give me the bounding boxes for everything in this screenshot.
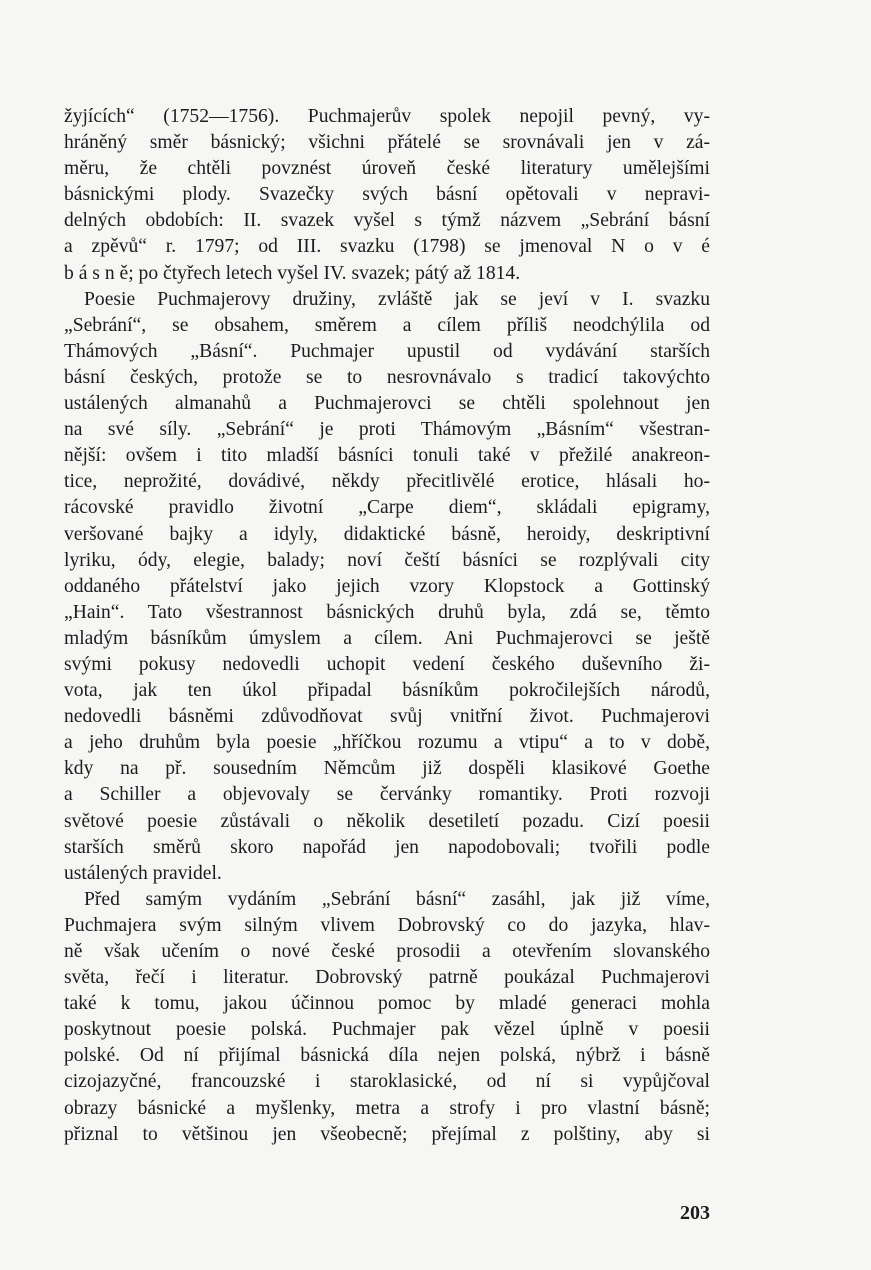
text-line: básní českých, protože se to nesrovnávalo s tradicí takovýchto	[64, 366, 710, 388]
text-line: polské. Od ní přijímal básnická díla nejen polská, nýbrž i básně	[64, 1045, 710, 1067]
text-line: vota, jak ten úkol připadal básníkům pokročilejších národů,	[64, 680, 710, 702]
text-line: také k tomu, jakou účinnou pomoc by mladé generaci mohla	[64, 993, 710, 1015]
page-number: 203	[680, 1202, 710, 1224]
text-line: přiznal to většinou jen všeobecně; přejímal z polštiny, aby si	[64, 1123, 710, 1145]
text-line: poskytnout poesie polská. Puchmajer pak vězel úplně v poesii	[64, 1019, 710, 1041]
text-line: Puchmajera svým silným vlivem Dobrovský co do jazyka, hlav-	[64, 914, 710, 936]
paragraph-start-line: Před samým vydáním „Sebrání básní“ zasáhl, jak již víme,	[84, 888, 710, 910]
text-line: lyriku, ódy, elegie, balady; noví čeští básníci se rozplývali city	[64, 549, 710, 571]
text-line: a zpěvů“ r. 1797; od III. svazku (1798) se jmenoval N o v é	[64, 236, 710, 258]
text-line: světové poesie zůstávali o několik desetiletí pozadu. Cizí poesii	[64, 810, 710, 832]
text-line: „Hain“. Tato všestrannost básnických druhů byla, zdá se, těmto	[64, 601, 710, 623]
text-line: obrazy básnické a myšlenky, metra a strofy i pro vlastní básně;	[64, 1097, 710, 1119]
text-line: oddaného přátelství jako jejich vzory Klopstock a Gottinský	[64, 575, 710, 597]
text-line: mladým básníkům úmyslem a cílem. Ani Puchmajerovci se ještě	[64, 627, 710, 649]
text-line: hráněný směr básnický; všichni přátelé se srovnávali jen v zá-	[64, 132, 710, 154]
text-line: žyjících“ (1752—1756). Puchmajerův spolek nepojil pevný, vy-	[64, 106, 710, 127]
text-line: na své síly. „Sebrání“ je proti Thámovým „Básním“ všestran-	[64, 419, 710, 441]
text-line: ně však učením o nové české prosodii a otevřením slovanského	[64, 941, 710, 962]
text-line: nedovedli básněmi zdůvodňovat svůj vnitřní život. Puchmajerovi	[64, 706, 710, 728]
text-line: a Schiller a objevovaly se červánky romantiky. Proti rozvoji	[64, 784, 710, 806]
text-line: nější: ovšem i tito mladší básníci tonuli také v přežilé anakreon-	[64, 445, 710, 467]
text-line: „Sebrání“, se obsahem, směrem a cílem příliš neodchýlila od	[64, 314, 710, 336]
text-line: rácovské pravidlo životní „Carpe diem“, skládali epigramy,	[64, 497, 710, 519]
text-line: b á s n ě; po čtyřech letech vyšel IV. svazek; pátý až 1814.	[64, 262, 521, 284]
text-line: cizojazyčné, francouzské i staroklasické, od ní si vypůjčoval	[64, 1071, 710, 1093]
text-line: kdy na př. sousedním Němcům již dospěli klasikové Goethe	[64, 758, 710, 780]
body-text	[64, 104, 710, 1148]
text-line: tice, neprožité, dovádivé, někdy přecitlivělé erotice, hlásali ho-	[64, 471, 710, 493]
text-line: a jeho druhům byla poesie „hříčkou rozumu a vtipu“ a to v době,	[64, 732, 710, 754]
text-line: světa, řečí i literatur. Dobrovský patrně poukázal Puchmajerovi	[64, 967, 710, 989]
text-line: ustálených almanahů a Puchmajerovci se chtěli spolehnout jen	[64, 393, 710, 415]
text-line: básnickými plody. Svazečky svých básní opětovali v nepravi-	[64, 184, 710, 206]
text-line: veršované bajky a idyly, didaktické básně, heroidy, deskriptivní	[64, 523, 710, 545]
text-line: Thámových „Básní“. Puchmajer upustil od vydávání starších	[64, 340, 710, 362]
text-line: ustálených pravidel.	[64, 862, 222, 884]
text-line: měru, že chtěli povznést úroveň české literatury umělejšími	[64, 158, 710, 180]
text-line: svými pokusy nedovedli uchopit vedení českého duševního ži-	[64, 653, 710, 675]
text-line: starších směrů skoro napořád jen napodobovali; tvořili podle	[64, 836, 710, 858]
text-line: delných obdobích: II. svazek vyšel s týmž názvem „Sebrání básní	[64, 210, 710, 232]
paragraph-start-line: Poesie Puchmajerovy družiny, zvláště jak se jeví v I. svazku	[84, 288, 710, 310]
